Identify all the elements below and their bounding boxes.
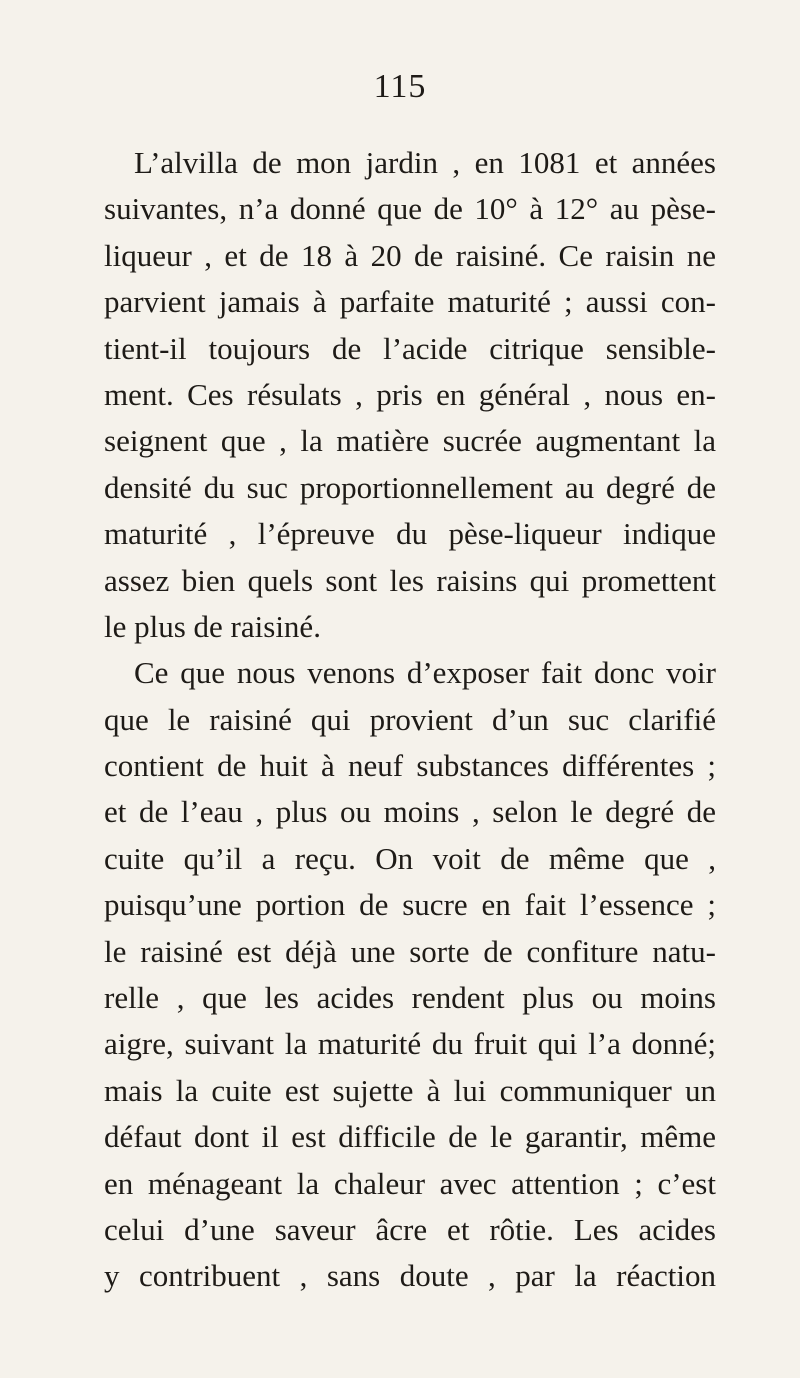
text-line: mais la cuite est sujette à lui communiquer un: [104, 1072, 716, 1108]
text-line: en ménageant la chaleur avec attention ; c’est: [104, 1165, 716, 1201]
text-line: le raisiné est déjà une sorte de confiture natu-: [104, 933, 716, 969]
text-line: celui d’une saveur âcre et rôtie. Les acides: [104, 1211, 716, 1247]
text-line: contient de huit à neuf substances différentes ;: [104, 748, 716, 784]
text-line: aigre, suivant la maturité du fruit qui l’a donné;: [104, 1026, 716, 1062]
text-line: puisqu’une portion de sucre en fait l’essence ;: [104, 887, 716, 923]
text-line: et de l’eau , plus ou moins , selon le degré de: [104, 794, 716, 830]
text-line: assez bien quels sont les raisins qui promettent: [104, 562, 716, 598]
text-line: y contribuent , sans doute , par la réaction: [104, 1258, 716, 1294]
text-line: relle , que les acides rendent plus ou moins: [104, 980, 716, 1016]
text-line: Ce que nous venons d’exposer fait donc voir: [134, 655, 716, 691]
text-line: maturité , l’épreuve du pèse-liqueur indique: [104, 516, 716, 552]
text-line: défaut dont il est difficile de le garantir, même: [104, 1119, 716, 1155]
text-line: seignent que , la matière sucrée augmentant la: [104, 423, 716, 459]
paragraph-2: [104, 650, 716, 1299]
text-line: que le raisiné qui provient d’un suc clarifié: [104, 701, 716, 737]
text-line: parvient jamais à parfaite maturité ; aussi con-: [104, 284, 716, 320]
body-text: [104, 140, 716, 1300]
text-line: tient-il toujours de l’acide citrique sensible-: [104, 330, 716, 366]
text-line: cuite qu’il a reçu. On voit de même que ,: [104, 840, 716, 876]
text-line: L’alvilla de mon jardin , en 1081 et années: [134, 145, 716, 180]
text-line: ment. Ces résulats , pris en général , nous en-: [104, 376, 716, 412]
text-line: le plus de raisiné.: [104, 608, 321, 644]
text-line: suivantes, n’a donné que de 10° à 12° au pèse-: [104, 191, 716, 227]
text-line: densité du suc proportionnellement au degré de: [104, 469, 716, 505]
text-line: liqueur , et de 18 à 20 de raisiné. Ce raisin ne: [104, 237, 716, 273]
page-number: 115: [373, 68, 427, 105]
paragraph-1: [104, 140, 716, 650]
